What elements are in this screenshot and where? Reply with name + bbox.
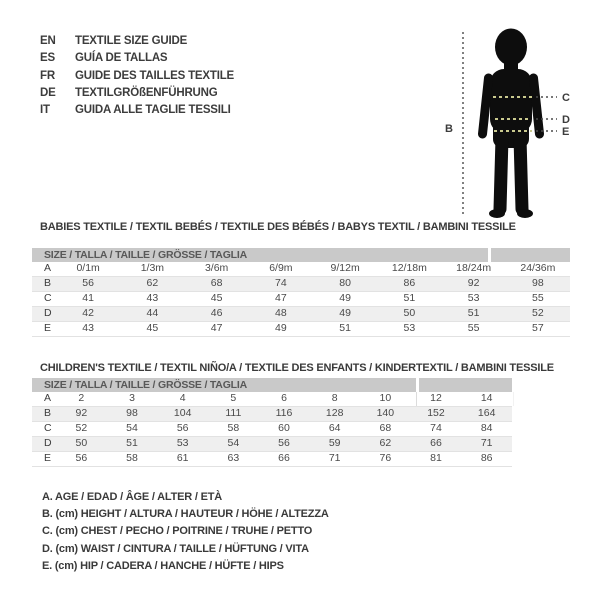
children-table-rows: [32, 392, 512, 467]
table-cell: 47: [275, 292, 287, 304]
table-cell: 62: [379, 437, 392, 449]
header-bar-slit: [488, 248, 491, 262]
table-cell: 140: [376, 407, 395, 419]
table-cell: 46: [210, 307, 223, 319]
table-cell: 5: [230, 392, 237, 404]
table-cell: 0/1m: [76, 262, 100, 274]
babies-section-title: BABIES TEXTILE / TEXTIL BEBÉS / TEXTILE DES BÉBÉS / BABYS TEXTIL / BAMBINI TESSILE: [40, 221, 516, 233]
table-cell: 45: [210, 292, 223, 304]
babies-table-rows: [32, 262, 570, 337]
table-cell: 128: [325, 407, 344, 419]
table-cell: 49: [275, 322, 287, 334]
table-cell: 6: [281, 392, 287, 404]
language-title: GUIDA ALLE TAGLIE TESSILI: [75, 104, 231, 117]
table-cell: 68: [210, 277, 223, 289]
table-cell: 50: [403, 307, 416, 319]
table-cell: 45: [146, 322, 159, 334]
table-cell: 62: [146, 277, 159, 289]
babies-size-table: [32, 248, 570, 337]
table-cell: 4: [179, 392, 186, 404]
table-cell: 84: [480, 422, 493, 434]
table-cell: 59: [328, 437, 341, 449]
table-cell: 2: [78, 392, 85, 404]
table-cell: 1/3m: [140, 262, 165, 274]
figure-label-hip: E: [562, 126, 570, 138]
table-cell: 92: [75, 407, 88, 419]
table-cell: 61: [176, 452, 189, 464]
row-label: B: [44, 277, 52, 289]
legend-line: D. (cm) WAIST / CINTURA / TAILLE / HÜFTUNG / VITA: [42, 542, 309, 555]
figure-label-chest: C: [562, 92, 570, 104]
table-cell: 63: [227, 452, 240, 464]
row-label: C: [44, 422, 52, 434]
table-cell: 57: [532, 322, 544, 334]
table-cell: 52: [75, 422, 88, 434]
table-cell: 80: [339, 277, 351, 289]
children-section-title: CHILDREN'S TEXTILE / TEXTIL NIÑO/A / TEXTILE DES ENFANTS / KINDERTEXTIL / BAMBINI TESSILE: [40, 362, 554, 374]
table-cell: 76: [379, 452, 392, 464]
table-cell: 43: [82, 322, 94, 334]
table-cell: 47: [210, 322, 223, 334]
child-silhouette: [483, 29, 540, 219]
row-label: E: [44, 322, 52, 334]
table-cell: 55: [532, 292, 544, 304]
table-cell: 92: [467, 277, 480, 289]
table-cell: 54: [126, 422, 138, 434]
measure-legend: [42, 489, 329, 575]
table-cell: 44: [146, 307, 159, 319]
table-cell: 86: [480, 452, 493, 464]
table-cell: 71: [480, 437, 493, 449]
language-row: [40, 68, 234, 85]
figure-label-height: B: [445, 123, 453, 135]
child-silhouette-figure: [430, 10, 600, 230]
table-cell: 74: [430, 422, 442, 434]
table-cell: 51: [339, 322, 351, 334]
language-code: EN: [40, 35, 56, 47]
table-cell: 10: [379, 392, 392, 404]
table-cell: 53: [403, 322, 416, 334]
table-cell: 111: [225, 407, 242, 419]
legend-line: E. (cm) HIP / CADERA / HANCHE / HÜFTE / HIPS: [42, 559, 284, 572]
row-label: B: [44, 407, 52, 419]
language-code: IT: [40, 104, 50, 117]
table-row: [32, 322, 570, 337]
language-row: [40, 33, 234, 50]
table-cell: 51: [403, 292, 416, 304]
table-cell: 66: [430, 437, 442, 449]
row-label: E: [44, 452, 52, 464]
table-cell: 3/6m: [204, 262, 229, 274]
language-title: TEXTILE SIZE GUIDE: [75, 35, 188, 47]
table-row: [32, 407, 512, 422]
language-code: DE: [40, 86, 56, 99]
table-row: [32, 422, 512, 437]
figure-label-waist: D: [562, 114, 570, 126]
table-row: [32, 452, 512, 467]
legend-line: B. (cm) HEIGHT / ALTURA / HAUTEUR / HÖHE / ALTEZZA: [42, 508, 329, 521]
language-row: [40, 102, 234, 119]
table-cell: 58: [227, 422, 240, 434]
table-cell: 98: [532, 277, 544, 289]
table-cell: 50: [75, 437, 88, 449]
table-cell: 152: [427, 407, 445, 419]
table-cell: 51: [467, 307, 480, 319]
table-cell: 56: [75, 452, 88, 464]
language-title: GUÍA DE TALLAS: [75, 52, 168, 65]
row-label: D: [44, 437, 52, 449]
header-bar-slit: [416, 378, 419, 392]
table-cell: 104: [173, 407, 192, 419]
table-cell: 98: [126, 407, 138, 419]
babies-table-header: SIZE / TALLA / TAILLE / GRÖSSE / TAGLIA: [32, 248, 570, 262]
table-cell: 53: [467, 292, 480, 304]
table-cell: 3: [129, 392, 135, 404]
table-cell: 81: [430, 452, 442, 464]
table-cell: 56: [176, 422, 189, 434]
table-cell: 42: [82, 307, 94, 319]
table-cell: 24/36m: [520, 262, 556, 274]
language-title: GUIDE DES TAILLES TEXTILE: [75, 69, 234, 82]
language-row: [40, 85, 234, 102]
table-cell: 12: [430, 392, 442, 404]
table-row: [32, 437, 512, 452]
table-cell: 12/18m: [391, 262, 427, 274]
row-label: A: [44, 392, 52, 404]
table-cell: 86: [403, 277, 416, 289]
table-cell: 66: [278, 452, 290, 464]
row-label: A: [44, 262, 52, 274]
row-label: D: [44, 307, 52, 319]
table-row: [32, 307, 570, 322]
row-label: C: [44, 292, 52, 304]
table-cell: 60: [278, 422, 290, 434]
children-table-header: SIZE / TALLA / TAILLE / GRÖSSE / TAGLIA: [32, 378, 512, 392]
table-cell: 49: [339, 307, 351, 319]
table-cell: 55: [467, 322, 480, 334]
children-size-table: [32, 378, 512, 467]
table-cell: 53: [176, 437, 189, 449]
table-cell: 56: [82, 277, 94, 289]
table-row: [32, 277, 570, 292]
table-cell: 56: [278, 437, 290, 449]
legend-line: A. AGE / EDAD / ÂGE / ALTER / ETÀ: [42, 491, 223, 503]
table-cell: 49: [339, 292, 351, 304]
table-cell: 8: [331, 392, 338, 404]
table-cell: 9/12m: [330, 262, 360, 274]
language-list: [40, 33, 234, 119]
table-cell: 51: [126, 437, 138, 449]
table-cell: 41: [82, 292, 94, 304]
table-cell: 14: [480, 392, 493, 404]
table-cell: 64: [328, 422, 341, 434]
language-row: [40, 50, 234, 67]
language-title: TEXTILGRÖßENFÜHRUNG: [75, 86, 218, 99]
table-row: [32, 392, 512, 407]
table-cell: 71: [328, 452, 341, 464]
table-cell: 58: [126, 452, 138, 464]
table-cell: 164: [477, 407, 496, 419]
table-cell: 116: [275, 407, 293, 419]
table-cell: 68: [379, 422, 392, 434]
table-cell: 54: [227, 437, 240, 449]
table-cell: 74: [275, 277, 287, 289]
legend-line: C. (cm) CHEST / PECHO / POITRINE / TRUHE / PETTO: [42, 525, 313, 538]
table-row: [32, 262, 570, 277]
table-cell: 6/9m: [269, 262, 293, 274]
language-code: FR: [40, 69, 55, 82]
table-row: [32, 292, 570, 307]
table-cell: 18/24m: [456, 262, 492, 274]
table-cell: 48: [275, 307, 287, 319]
table-cell: 52: [532, 307, 544, 319]
language-code: ES: [40, 52, 55, 65]
table-cell: 43: [146, 292, 159, 304]
